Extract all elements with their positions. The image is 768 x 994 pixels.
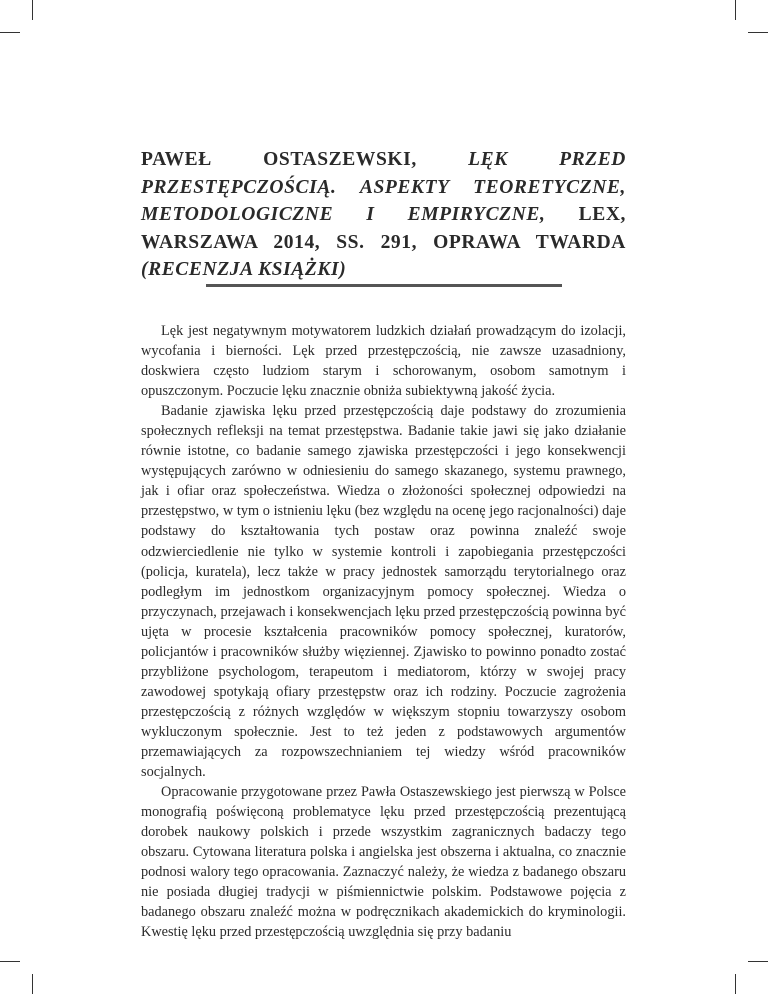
crop-mark-bottom-right-h (748, 961, 768, 962)
crop-mark-bottom-right (735, 974, 736, 994)
title-divider (206, 284, 562, 287)
title-note: (RECENZJA KSIĄŻKI) (141, 259, 347, 280)
title-author: PAWEŁ OSTASZEWSKI, (141, 149, 469, 170)
crop-mark-top-right-h (748, 32, 768, 33)
crop-mark-bottom-left (32, 974, 33, 994)
crop-mark-bottom-left-h (0, 961, 20, 962)
article-body (141, 321, 626, 942)
crop-mark-top-right (735, 0, 736, 20)
review-title (141, 146, 626, 284)
crop-mark-top-left (32, 0, 33, 20)
crop-mark-top-left-h (0, 32, 20, 33)
paragraph: Badanie zjawiska lęku przed przestępczością daje podstawy do zrozumienia społecznych refleksji na temat przestępstwa. Badanie takie jawi się jako działanie równie istotne, co badanie samego zjawiska przestępczości i jego konsekwencji występujących zarówno w odniesieniu do samego skazanego, systemu prawnego, jak i ofiar oraz społeczeństwa. Wiedza o złożoności społecznej odpowiedzi na przestępstwo, w tym o istnieniu lęku (bez względu na ocenę jego racjonalności) daje podstawy do kształtowania tych postaw oraz powinna znaleźć swoje odzwierciedlenie nie tylko w systemie kontroli i zapobiegania przestępczości (policja, kuratela), lecz także w pracy jednostek samorządu terytorialnego oraz podległym im jednostkom organizacyjnym pomocy społecznej. Wiedza o przyczynach, przejawach i konsekwencjach lęku przed przestępczością powinna być ujęta w procesie kształcenia pracowników pomocy społecznej, kuratorów, policjantów i pracowników służby więziennej. Zjawisko to powinno ponadto zostać przybliżone psychologom, terapeutom i mediatorom, którzy w swojej pracy zawodowej spotykają ofiary przestępstw oraz ich rodziny. Poczucie zagrożenia przestępczością z różnych względów w większym stopniu towarzyszy osobom wykluczonym społecznie. Jest to też jeden z podstawowych argumentów przemawiających za rozpowszechnianiem tej wiedzy wśród pracowników socjalnych. (141, 403, 626, 781)
title-publisher: LEX, WARSZAWA 2014, SS. 291, OPRAWA TWARDA (141, 204, 626, 253)
title-book: LĘK PRZED PRZESTĘPCZOŚCIĄ. ASPEKTY TEORETYCZNE, METODOLOGICZNE I EMPIRYCZNE, (141, 149, 626, 225)
paragraph: Lęk jest negatywnym motywatorem ludzkich działań prowadzącym do izolacji, wycofania i bierności. Lęk przed przestępczością, nie zawsze uzasadniony, doskwiera często ludziom starym i schorowanym, osobom samotnym i opuszczonym. Poczucie lęku znacznie obniża subiektywną jakość życia. (141, 323, 626, 400)
paragraph: Opracowanie przygotowane przez Pawła Ostaszewskiego jest pierwszą w Polsce monografią poświęconą problematyce lęku przed przestępczością prezentującą dorobek naukowy polskich i przede wszystkim zagranicznych badaczy tego obszaru. Cytowana literatura polska i angielska jest obszerna i aktualna, co znacznie podnosi walory tego opracowania. Zaznaczyć należy, że wiedza z badanego obszaru nie posiada długiej tradycji w piśmiennictwie polskim. Podstawowe pojęcia z badanego obszaru znaleźć można w podręcznikach akademickich do kryminologii. Kwestię lęku przed przestępczością uwzględnia się przy badaniu (141, 784, 626, 941)
